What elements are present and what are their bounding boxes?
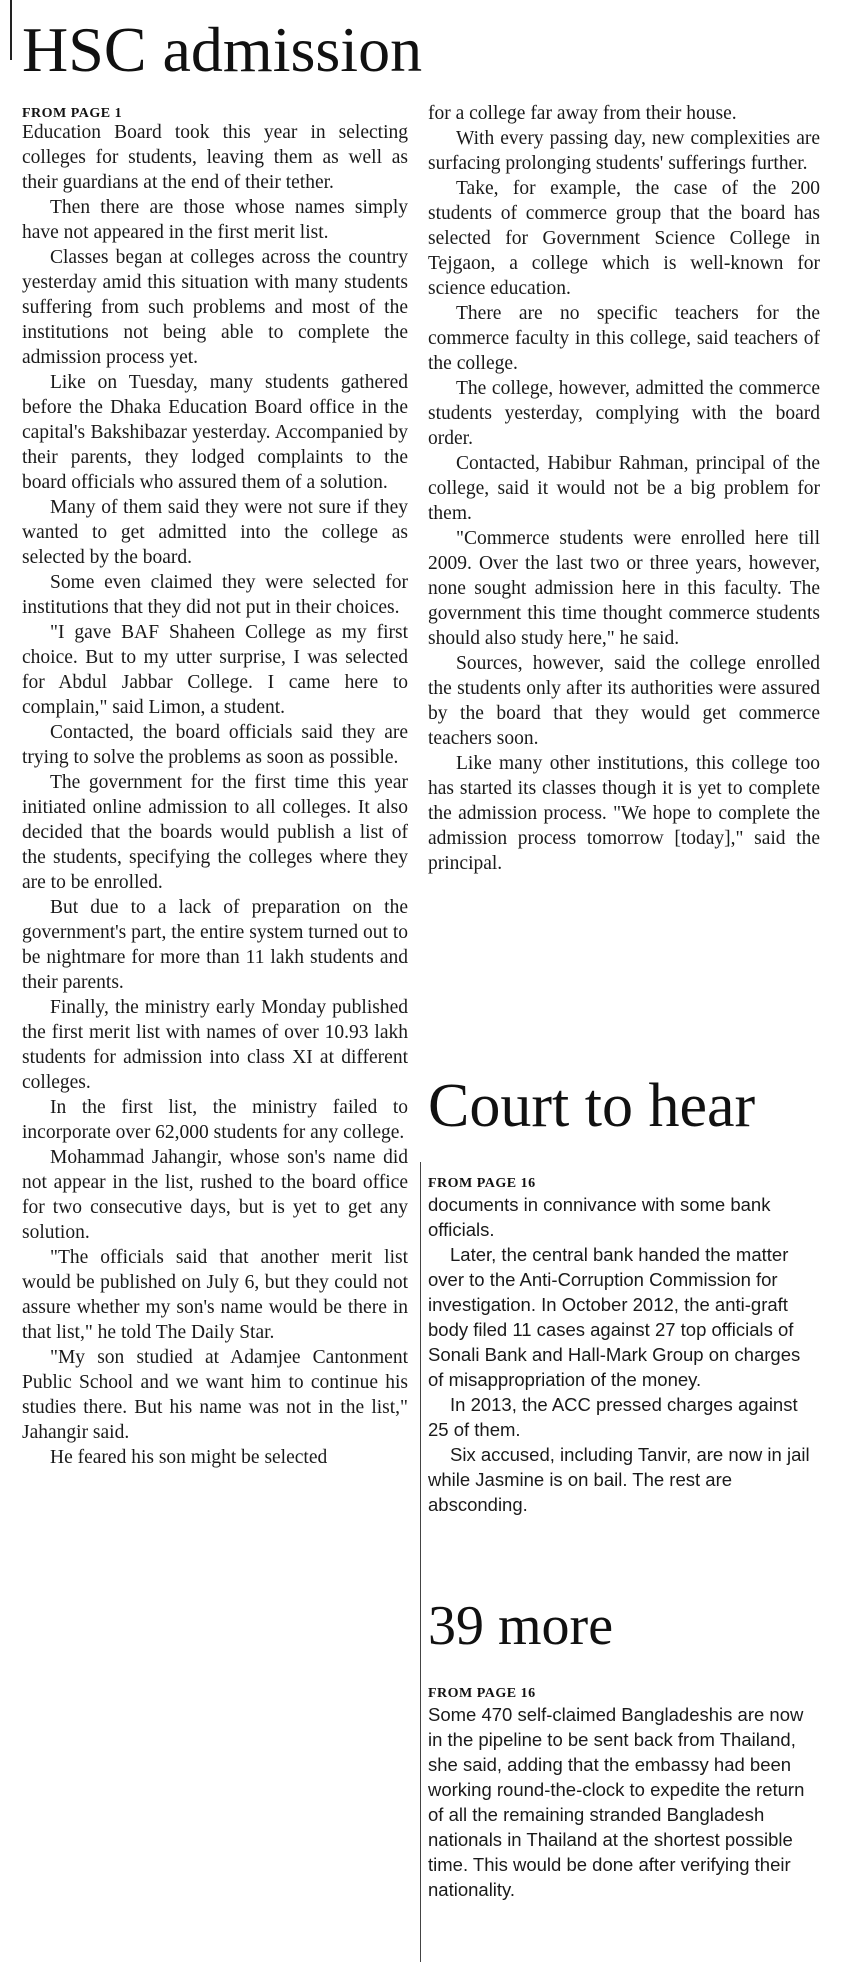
kicker-court-from-page-16: FROM PAGE 16 [428,1176,536,1191]
paragraph: "I gave BAF Shaheen College as my first choice. But to my utter surprise, I was selected for Abdul Jabbar College. I came here to complain," said Limon, a student. [22,622,408,718]
paragraph: Take, for example, the case of the 200 students of commerce group that the board has selected for Government Science College in Tejgaon, a college which is well-known for science education. [428,178,820,299]
paragraph: But due to a lack of preparation on the government's part, the entire system turned out to be nightmare for more than 11 lakh students and their parents. [22,897,408,993]
paragraph: The government for the first time this year initiated online admission to all colleges. It also decided that the boards would publish a list of the students, specifying the colleges where they are to be enrolled. [22,772,408,893]
headline-hsc-admission: HSC admission [22,14,423,85]
headline-rule [10,0,12,60]
kicker-from-page-1: FROM PAGE 1 [22,106,123,121]
paragraph: Classes began at colleges across the country yesterday amid this situation with many students suffering from such problems and most of the institutions not being able to complete the admission process yet. [22,247,408,368]
paragraph: "The officials said that another merit list would be published on July 6, but they could not assure whether my son's name would be there in that list," he told The Daily Star. [22,1247,408,1343]
paragraph: Mohammad Jahangir, whose son's name did not appear in the list, rushed to the board office for two consecutive days, but is yet to get any solution. [22,1147,408,1243]
paragraph: Like many other institutions, this college too has started its classes though it is yet to complete the admission process. "We hope to complete the admission process tomorrow [today]," said the principal. [428,753,820,874]
hsc-admission-column-2 [428,101,820,876]
paragraph: documents in connivance with some bank officials. [428,1194,771,1240]
paragraph: "Commerce students were enrolled here till 2009. Over the last two or three years, however, none sought admission here in this faculty. The government this time thought commerce students should also study here," he said. [428,528,820,649]
column-rule [420,1162,421,1962]
paragraph: Six accused, including Tanvir, are now in jail while Jasmine is on bail. The rest are absconding. [428,1444,810,1515]
paragraph: Some even claimed they were selected for institutions that they did not put in their choices. [22,572,408,618]
paragraph: Contacted, the board officials said they are trying to solve the problems as soon as possible. [22,722,408,768]
paragraph: In 2013, the ACC pressed charges against 25 of them. [428,1394,798,1440]
hsc-admission-column-1 [22,120,408,1470]
paragraph: Then there are those whose names simply have not appeared in the first merit list. [22,197,408,243]
39-more-body [428,1702,820,1902]
headline-court-to-hear: Court to hear [428,1072,756,1140]
paragraph: Contacted, Habibur Rahman, principal of the college, said it would not be a big problem for them. [428,453,820,524]
paragraph: There are no specific teachers for the commerce faculty in this college, said teachers of the college. [428,303,820,374]
paragraph: In the first list, the ministry failed to incorporate over 62,000 students for any college. [22,1097,408,1143]
paragraph: He feared his son might be selected [50,1447,328,1468]
paragraph: Sources, however, said the college enrolled the students only after its authorities were assured by the board that they would get commerce teachers soon. [428,653,820,749]
paragraph: "My son studied at Adamjee Cantonment Public School and we want him to continue his studies there. But his name was not in the list," Jahangir said. [22,1347,408,1443]
paragraph: With every passing day, new complexities are surfacing prolonging students' sufferings further. [428,128,820,174]
paragraph: Later, the central bank handed the matter over to the Anti-Corruption Commission for investigation. In October 2012, the anti-graft body filed 11 cases against 27 top officials of Sonali Bank and Hall-Mark Group on charges of misappropriation of the money. [428,1244,801,1390]
headline-39-more: 39 more [428,1595,614,1657]
kicker-39-more-from-page-16: FROM PAGE 16 [428,1686,536,1701]
court-to-hear-body [428,1192,820,1517]
paragraph: The college, however, admitted the commerce students yesterday, complying with the board order. [428,378,820,449]
paragraph: Many of them said they were not sure if they wanted to get admitted into the college as selected by the board. [22,497,408,568]
paragraph: Finally, the ministry early Monday published the first merit list with names of over 10.93 lakh students for admission into class XI at different colleges. [22,997,408,1093]
paragraph: Like on Tuesday, many students gathered before the Dhaka Education Board office in the capital's Bakshibazar yesterday. Accompanied by their parents, they lodged complaints to the board officials who assured them of a solution. [22,372,408,493]
paragraph: Some 470 self-claimed Bangladeshis are now in the pipeline to be sent back from Thailand, she said, adding that the embassy had been working round-the-clock to expedite the return of all the remaining stranded Bangladesh nationals in Thailand at the shortest possible time. This would be done after verifying their nationality. [428,1704,805,1900]
paragraph: for a college far away from their house. [428,103,737,124]
paragraph: Education Board took this year in selecting colleges for students, leaving them as well as their guardians at the end of their tether. [22,122,408,193]
